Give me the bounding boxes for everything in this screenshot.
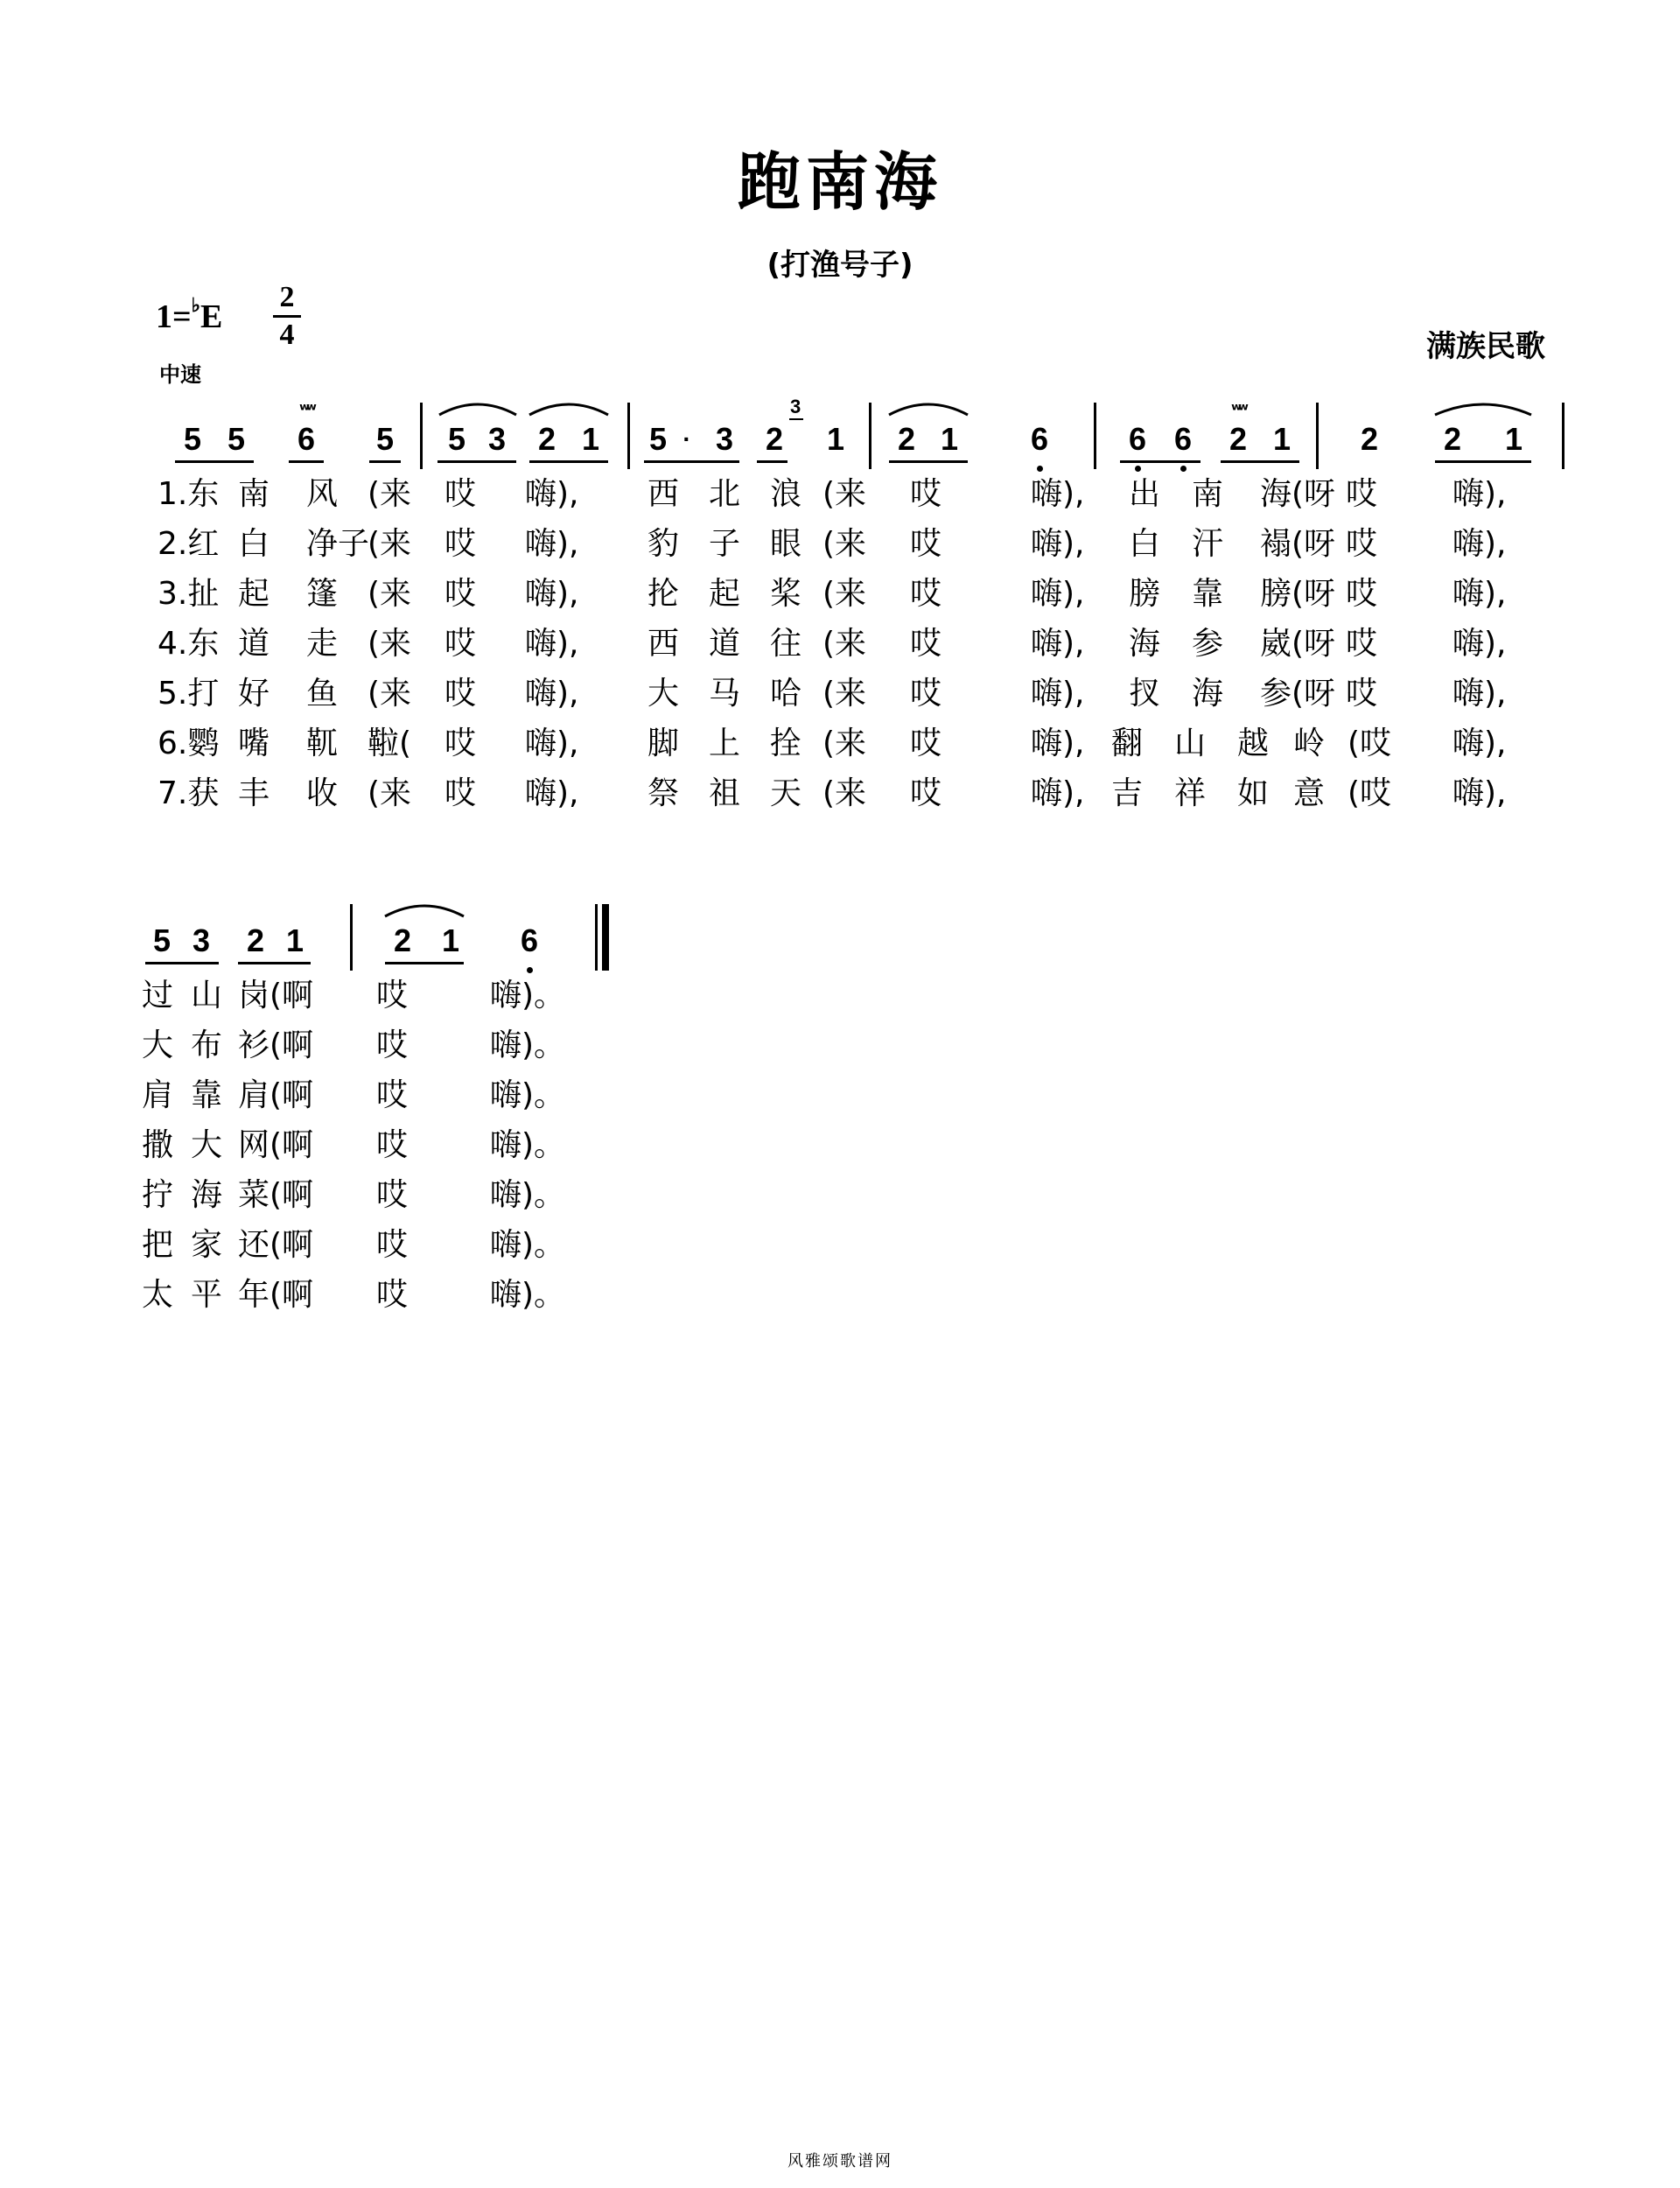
lyric-syllable: 篷	[306, 576, 339, 612]
jianpu-note: 2	[765, 421, 784, 457]
lyric-syllable: 嘴	[238, 726, 270, 761]
jianpu-note: 6	[1173, 421, 1193, 457]
lyric-syllable: 嗨),	[525, 576, 579, 612]
beam-underline	[385, 962, 464, 964]
lyric-syllable: 上	[709, 726, 741, 761]
lyric-syllable: 肩(啊	[238, 1077, 314, 1113]
jianpu-note: 3	[192, 922, 211, 958]
lyric-syllable: (来	[368, 626, 412, 662]
lyric-syllable: 收	[306, 775, 339, 811]
lyric-syllable: 哎	[444, 726, 477, 761]
lyric-syllable: 山	[1174, 726, 1207, 761]
lyric-syllable: 哎	[444, 476, 477, 512]
lyric-syllable: 嗨)。	[490, 1177, 566, 1213]
lyric-syllable: (哎	[1348, 775, 1392, 811]
lyric-syllable: 膀	[1129, 576, 1161, 612]
lyric-syllable: 哎	[910, 775, 942, 811]
time-signature-bottom: 4	[279, 319, 295, 351]
lyric-syllable: 如	[1237, 775, 1270, 811]
lyric-syllable: 白	[238, 526, 270, 562]
lyric-syllable: 哎	[444, 626, 477, 662]
jianpu-note: 1	[826, 421, 845, 457]
lyric-syllable: 海	[1192, 676, 1224, 712]
lyric-syllable: 嗨),	[1452, 576, 1507, 612]
jianpu-note: 3	[487, 421, 507, 457]
lyric-syllable: 参	[1192, 626, 1224, 662]
lyric-syllable: 嗨),	[1031, 676, 1085, 712]
lyric-syllable: (来	[368, 775, 412, 811]
lyric-syllable: 海(呀	[1260, 476, 1336, 512]
lyric-syllable: (来	[822, 476, 867, 512]
jianpu-note: 5	[375, 421, 395, 457]
jianpu-note: 5	[183, 421, 202, 457]
lyric-syllable: 桨	[770, 576, 802, 612]
lyric-syllable: 哎	[376, 1077, 409, 1113]
lyric-syllable: 豹	[648, 526, 680, 562]
lyric-syllable: 南	[238, 476, 270, 512]
lyric-syllable: 嗨),	[1452, 626, 1507, 662]
lyric-syllable: 道	[709, 626, 741, 662]
jianpu-note: 2	[897, 421, 916, 457]
lyric-syllable: 哎	[1346, 526, 1378, 562]
lyric-syllable: 哎	[910, 626, 942, 662]
lyric-syllable: 吉	[1111, 775, 1144, 811]
lyric-syllable: 鱼	[306, 676, 339, 712]
lyric-syllable: 哎	[444, 576, 477, 612]
lyric-syllable: 嗨),	[1031, 775, 1085, 811]
lyric-syllable: 出	[1129, 476, 1161, 512]
beam-underline	[238, 962, 311, 964]
song-title: 跑南海	[737, 145, 942, 219]
lyric-syllable: 哎	[1346, 576, 1378, 612]
lyric-syllable: 净子	[306, 526, 370, 562]
trill-ornament: ʷʷ	[1231, 399, 1245, 420]
key-note: E	[200, 298, 223, 335]
lyric-syllable: 哎	[910, 526, 942, 562]
lyric-syllable: 嗨),	[525, 726, 579, 761]
lyric-syllable: 年(啊	[238, 1277, 314, 1313]
lyric-syllable: 抡	[648, 576, 680, 612]
lyric-syllable: 西	[648, 626, 680, 662]
lyric-syllable: 好	[238, 676, 270, 712]
lyric-syllable: 菜(啊	[238, 1177, 314, 1213]
lyric-syllable: 道	[238, 626, 270, 662]
lyric-syllable: 丰	[238, 775, 270, 811]
lyric-syllable: 嗨),	[1452, 676, 1507, 712]
jianpu-note: 5	[648, 421, 668, 457]
lyric-syllable: 白	[1129, 526, 1161, 562]
jianpu-note: 1	[285, 922, 304, 958]
lyric-syllable: 参(呀	[1260, 676, 1336, 712]
lyric-syllable: (来	[822, 775, 867, 811]
lyric-syllable: 褟(呀	[1260, 526, 1336, 562]
lyric-syllable: 嗨)。	[490, 1027, 566, 1063]
lyric-syllable: 嗨),	[1452, 775, 1507, 811]
song-source: 满族民歌	[1426, 329, 1545, 364]
jianpu-note: 2	[246, 922, 265, 958]
lyric-syllable: 嗨),	[525, 626, 579, 662]
lyric-syllable: 嗨),	[1031, 526, 1085, 562]
lyric-syllable: 哎	[444, 526, 477, 562]
lyric-syllable: 岭	[1293, 726, 1326, 761]
lyric-syllable: 靠	[1192, 576, 1224, 612]
lyric-syllable: 越	[1237, 726, 1270, 761]
lyric-syllable: 衫(啊	[238, 1027, 314, 1063]
jianpu-note: 3	[715, 421, 734, 457]
lyric-syllable: 嗨),	[525, 476, 579, 512]
lyric-syllable: (来	[822, 526, 867, 562]
jianpu-note: 5	[227, 421, 246, 457]
jianpu-note: ·	[682, 425, 691, 452]
lyric-syllable: 北	[709, 476, 741, 512]
final-barline-thick	[602, 904, 609, 971]
lyric-syllable: 嗨),	[1031, 626, 1085, 662]
lyric-syllable: (来	[822, 626, 867, 662]
lyric-syllable: 7.获	[158, 775, 220, 811]
lyric-syllable: 翻	[1111, 726, 1144, 761]
lyric-syllable: (来	[368, 676, 412, 712]
jianpu-note: 1	[1272, 421, 1292, 457]
key-prefix: 1=	[156, 298, 192, 335]
lyric-syllable: (来	[368, 476, 412, 512]
lyric-syllable: 嗨),	[1031, 726, 1085, 761]
jianpu-note: 1	[940, 421, 959, 457]
slur-arc	[383, 899, 466, 918]
lyric-syllable: 嗨),	[1031, 476, 1085, 512]
lyric-syllable: 汗	[1192, 526, 1224, 562]
lyric-syllable: (哎	[1348, 726, 1392, 761]
lyric-syllable: 还(啊	[238, 1227, 314, 1263]
lyric-syllable: 嗨),	[525, 775, 579, 811]
lyric-syllable: 2.红	[158, 526, 220, 562]
lyric-syllable: 过	[142, 978, 174, 1013]
lyric-syllable: 脚	[648, 726, 680, 761]
jianpu-note: 5	[152, 922, 172, 958]
lyric-syllable: 嗨)。	[490, 1077, 566, 1113]
jianpu-note: 6	[297, 421, 316, 457]
song-subtitle: (打渔号子)	[766, 248, 914, 283]
lyric-syllable: 拧	[142, 1177, 174, 1213]
lyric-syllable: 哎	[1346, 476, 1378, 512]
barline	[350, 904, 353, 971]
jianpu-note: 2	[1443, 421, 1462, 457]
beam-underline	[145, 962, 219, 964]
lyric-syllable: 嗨),	[525, 526, 579, 562]
jianpu-note: 5	[447, 421, 466, 457]
lyric-syllable: 5.打	[158, 676, 220, 712]
grace-note: 3	[790, 396, 802, 417]
lyric-syllable: (来	[368, 576, 412, 612]
lyric-syllable: 肩	[142, 1077, 174, 1113]
lyric-syllable: 撒	[142, 1127, 174, 1163]
lyric-syllable: 哎	[376, 1227, 409, 1263]
lyric-syllable: 子	[709, 526, 741, 562]
lyric-syllable: 哎	[376, 1027, 409, 1063]
tempo-marking: 中速	[159, 362, 201, 387]
octave-dot	[527, 967, 533, 973]
lyric-syllable: 祭	[648, 775, 680, 811]
lyric-syllable: 哎	[376, 1277, 409, 1313]
lyric-syllable: 哎	[910, 576, 942, 612]
jianpu-note: 1	[1504, 421, 1523, 457]
lyric-syllable: 平	[191, 1277, 223, 1313]
jianpu-note: 6	[1128, 421, 1147, 457]
lyric-syllable: 大	[648, 676, 680, 712]
lyric-syllable: 眼	[770, 526, 802, 562]
lyric-syllable: 嗨)。	[490, 1277, 566, 1313]
lyric-syllable: 海	[191, 1177, 223, 1213]
time-signature-top: 2	[279, 281, 295, 313]
lyric-syllable: 祥	[1174, 775, 1207, 811]
lyric-syllable: 起	[238, 576, 270, 612]
lyric-syllable: 扠	[1129, 676, 1161, 712]
lyric-syllable: 靠	[191, 1077, 223, 1113]
lyric-syllable: 4.东	[158, 626, 220, 662]
lyric-syllable: 马	[709, 676, 741, 712]
lyric-syllable: 大	[191, 1127, 223, 1163]
lyric-syllable: (来	[368, 526, 412, 562]
lyric-syllable: 嗨),	[525, 676, 579, 712]
lyric-syllable: 哎	[910, 726, 942, 761]
lyric-syllable: 哎	[1346, 676, 1378, 712]
jianpu-note: 1	[581, 421, 600, 457]
lyric-syllable: 海	[1129, 626, 1161, 662]
lyric-syllable: 哎	[444, 775, 477, 811]
jianpu-note: 2	[1360, 421, 1379, 457]
lyric-syllable: 嗨)。	[490, 1227, 566, 1263]
lyric-syllable: 风	[306, 476, 339, 512]
lyric-syllable: 西	[648, 476, 680, 512]
lyric-syllable: 山	[191, 978, 223, 1013]
lyric-syllable: 家	[191, 1227, 223, 1263]
jianpu-note: 6	[520, 922, 539, 958]
lyric-syllable: 往	[770, 626, 802, 662]
lyric-syllable: 嗨),	[1452, 476, 1507, 512]
trill-ornament: ʷʷ	[299, 399, 313, 420]
lyric-syllable: 哎	[376, 1177, 409, 1213]
lyric-syllable: 嗨)。	[490, 978, 566, 1013]
lyric-syllable: 嗨),	[1031, 576, 1085, 612]
lyric-syllable: 祖	[709, 775, 741, 811]
lyric-syllable: 6.鹦	[158, 726, 220, 761]
lyric-syllable: 哎	[910, 476, 942, 512]
lyric-syllable: (来	[822, 726, 867, 761]
jianpu-note: 2	[393, 922, 412, 958]
lyric-syllable: 哎	[376, 978, 409, 1013]
lyric-syllable: 拴	[770, 726, 802, 761]
jianpu-note: 6	[1030, 421, 1049, 457]
jianpu-note: 2	[537, 421, 556, 457]
lyric-syllable: 起	[709, 576, 741, 612]
lyric-syllable: 大	[142, 1027, 174, 1063]
lyric-syllable: 嗨),	[1452, 526, 1507, 562]
jianpu-note: 1	[441, 922, 460, 958]
lyric-syllable: (来	[822, 676, 867, 712]
lyric-syllable: 3.扯	[158, 576, 220, 612]
lyric-syllable: 布	[191, 1027, 223, 1063]
lyric-syllable: 太	[142, 1277, 174, 1313]
flat-sign: ♭	[191, 294, 201, 317]
lyric-syllable: 走	[306, 626, 339, 662]
lyric-syllable: 哎	[376, 1127, 409, 1163]
lyric-syllable: 靰	[306, 726, 339, 761]
lyric-syllable: 意	[1293, 775, 1326, 811]
lyric-syllable: 嗨)。	[490, 1127, 566, 1163]
final-barline-thin	[595, 904, 598, 971]
lyric-syllable: 岗(啊	[238, 978, 314, 1013]
lyric-syllable: 哎	[444, 676, 477, 712]
lyric-syllable: (来	[822, 576, 867, 612]
lyric-syllable: 南	[1192, 476, 1224, 512]
lyric-syllable: 哎	[910, 676, 942, 712]
page-footer: 风雅颂歌谱网	[788, 2152, 892, 2170]
lyric-syllable: 浪	[770, 476, 802, 512]
lyric-syllable: 崴(呀	[1260, 626, 1336, 662]
lyric-syllable: 1.东	[158, 476, 220, 512]
jianpu-note: 2	[1228, 421, 1248, 457]
lyric-syllable: 哈	[770, 676, 802, 712]
lyric-syllable: 天	[770, 775, 802, 811]
lyric-syllable: 鞡(	[368, 726, 412, 761]
lyric-syllable: 哎	[1346, 626, 1378, 662]
lyric-syllable: 把	[142, 1227, 174, 1263]
lyric-syllable: 膀(呀	[1260, 576, 1336, 612]
lyric-syllable: 嗨),	[1452, 726, 1507, 761]
lyric-syllable: 网(啊	[238, 1127, 314, 1163]
